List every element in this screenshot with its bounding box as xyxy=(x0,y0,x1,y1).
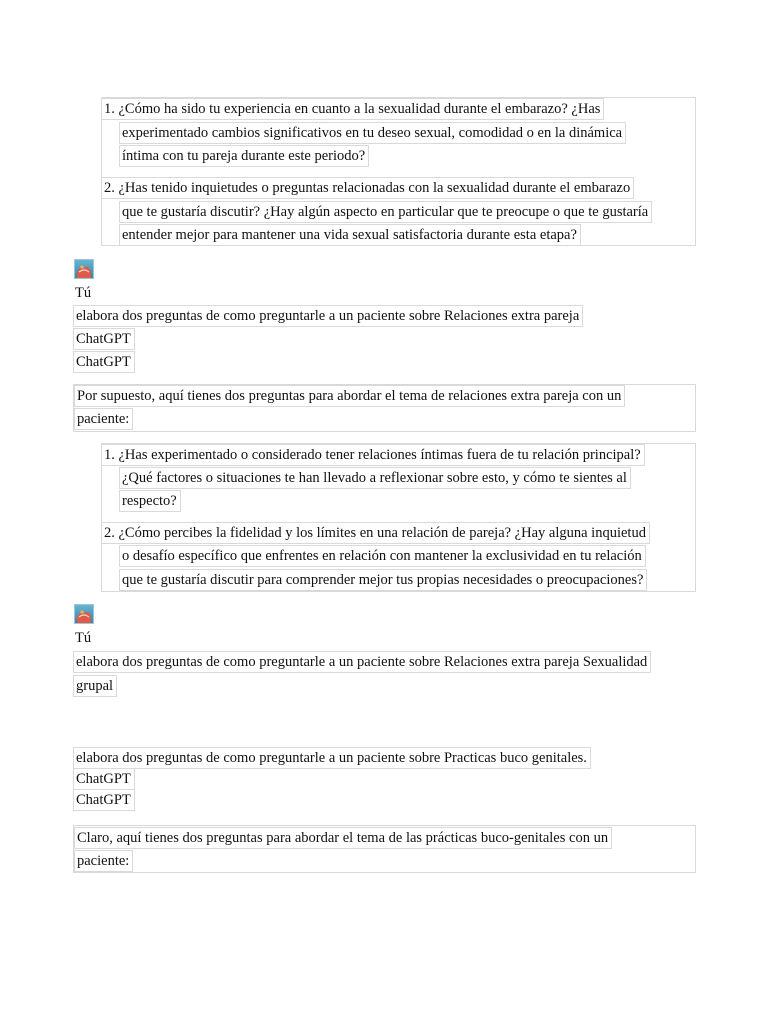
assistant-label: ChatGPT xyxy=(73,789,135,811)
list-item-line: que te gustaría discutir para comprender mejor tus propias necesidades o preocupaciones? xyxy=(119,569,647,589)
list-item-line: 1. ¿Has experimentado o considerado tener relaciones íntimas fuera de tu relación principal? xyxy=(101,444,645,464)
intro-line: Por supuesto, aquí tienes dos preguntas para abordar el tema de relaciones extra pareja con un xyxy=(74,385,625,405)
user-label: Tú xyxy=(75,630,92,646)
user-avatar-icon xyxy=(74,259,94,279)
assistant-label: ChatGPT xyxy=(73,351,135,373)
list-item-line: o desafío específico que enfrentes en relación con mantener la exclusividad en tu relación xyxy=(119,545,646,565)
user-label: Tú xyxy=(75,285,92,301)
user-prompt: elabora dos preguntas de como preguntarle a un paciente sobre Relaciones extra pareja xyxy=(73,305,583,327)
list-item-line: 1. ¿Cómo ha sido tu experiencia en cuanto a la sexualidad durante el embarazo? ¿Has xyxy=(101,98,604,118)
user-avatar-icon xyxy=(74,604,94,624)
intro-line: paciente: xyxy=(74,850,133,870)
list-item-line: 2. ¿Has tenido inquietudes o preguntas relacionadas con la sexualidad durante el embarazo xyxy=(101,177,634,197)
user-prompt-line: elabora dos preguntas de como preguntarle a un paciente sobre Relaciones extra pareja Sexualidad xyxy=(73,651,651,673)
intro-line: paciente: xyxy=(74,408,133,428)
list-item-line: entender mejor para mantener una vida sexual satisfactoria durante esta etapa? xyxy=(119,224,581,244)
assistant-label: ChatGPT xyxy=(73,328,135,350)
list-item-line: experimentado cambios significativos en tu deseo sexual, comodidad o en la dinámica xyxy=(119,122,626,142)
intro-line: Claro, aquí tienes dos preguntas para abordar el tema de las prácticas buco-genitales con un xyxy=(74,827,612,847)
list-item-line: que te gustaría discutir? ¿Hay algún aspecto en particular que te preocupe o que te gustaría xyxy=(119,201,652,221)
list-item-line: 2. ¿Cómo percibes la fidelidad y los límites en una relación de pareja? ¿Hay alguna inquietud xyxy=(101,522,650,542)
list-item-line: ¿Qué factores o situaciones te han llevado a reflexionar sobre esto, y cómo te sientes al xyxy=(119,467,631,487)
user-prompt: elabora dos preguntas de como preguntarle a un paciente sobre Practicas buco genitales. xyxy=(73,747,591,769)
list-item-line: íntima con tu pareja durante este periodo? xyxy=(119,145,369,165)
list-item-line: respecto? xyxy=(119,490,181,510)
assistant-label: ChatGPT xyxy=(73,768,135,790)
user-prompt-line: grupal xyxy=(73,675,117,697)
